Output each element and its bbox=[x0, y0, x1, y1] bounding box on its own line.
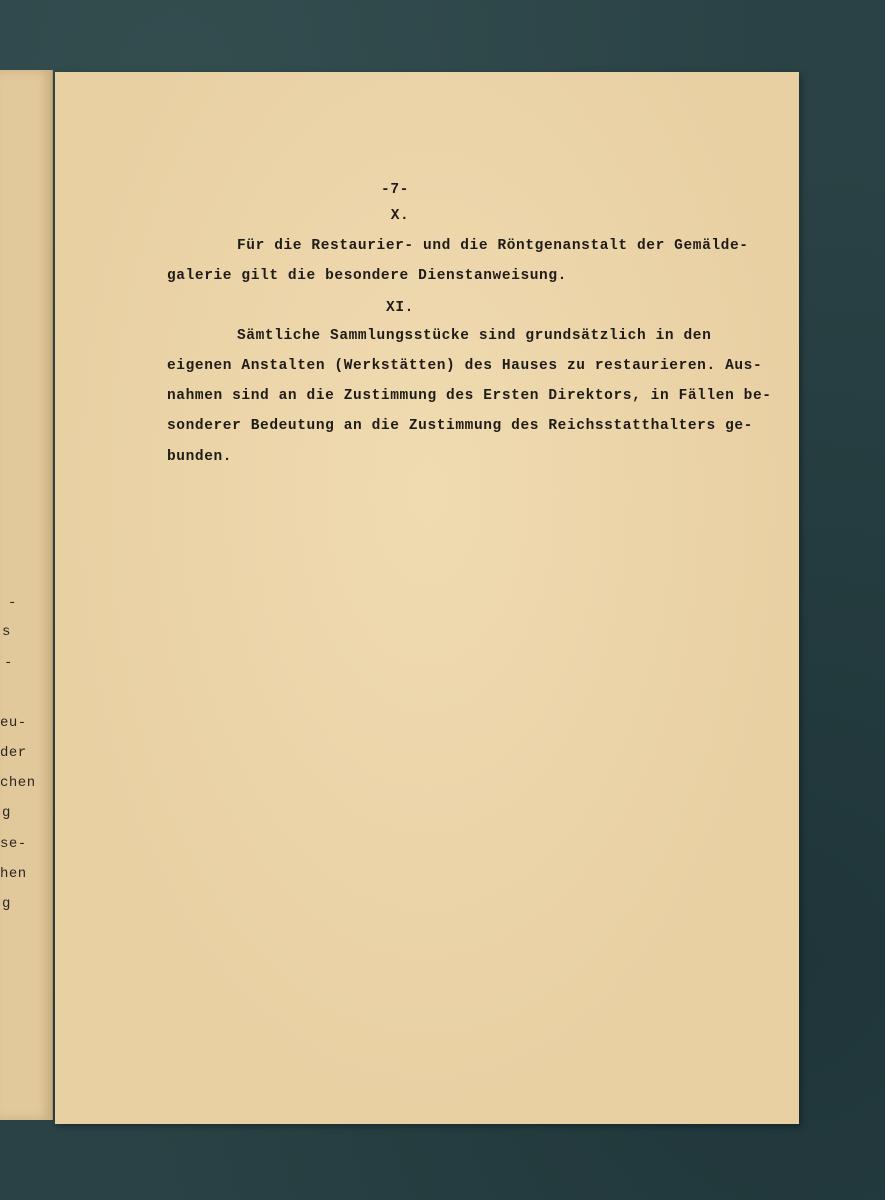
left-fragment: hen bbox=[0, 866, 27, 882]
paragraph-line: galerie gilt die besondere Dienstanweisung. bbox=[167, 268, 567, 284]
left-fragment: chen bbox=[0, 775, 36, 791]
left-fragment: g bbox=[2, 896, 11, 912]
left-fragment: - bbox=[8, 595, 17, 611]
paragraph-line: Sämtliche Sammlungsstücke sind grundsätzlich in den bbox=[237, 328, 712, 344]
left-fragment: g bbox=[2, 805, 11, 821]
left-fragment: - bbox=[4, 655, 13, 671]
left-fragment: eu- bbox=[0, 715, 27, 731]
paragraph-line: sonderer Bedeutung an die Zustimmung des Reichsstatthalters ge- bbox=[167, 418, 753, 434]
paragraph-line: bunden. bbox=[167, 449, 233, 465]
left-fragment: se- bbox=[0, 836, 27, 852]
paragraph-line: Für die Restaurier- und die Röntgenanstalt der Gemälde- bbox=[237, 238, 749, 254]
section-heading-x: X. bbox=[390, 208, 410, 224]
left-fragment: der bbox=[0, 745, 27, 761]
document-page bbox=[55, 72, 799, 1124]
page-number: -7- bbox=[381, 182, 409, 198]
paragraph-line: eigenen Anstalten (Werkstätten) des Hauses zu restaurieren. Aus- bbox=[167, 358, 763, 374]
left-page-edge bbox=[0, 70, 53, 1120]
section-heading-xi: XI. bbox=[386, 300, 414, 316]
paragraph-line: nahmen sind an die Zustimmung des Ersten Direktors, in Fällen be- bbox=[167, 388, 772, 404]
left-fragment: s bbox=[2, 624, 11, 640]
